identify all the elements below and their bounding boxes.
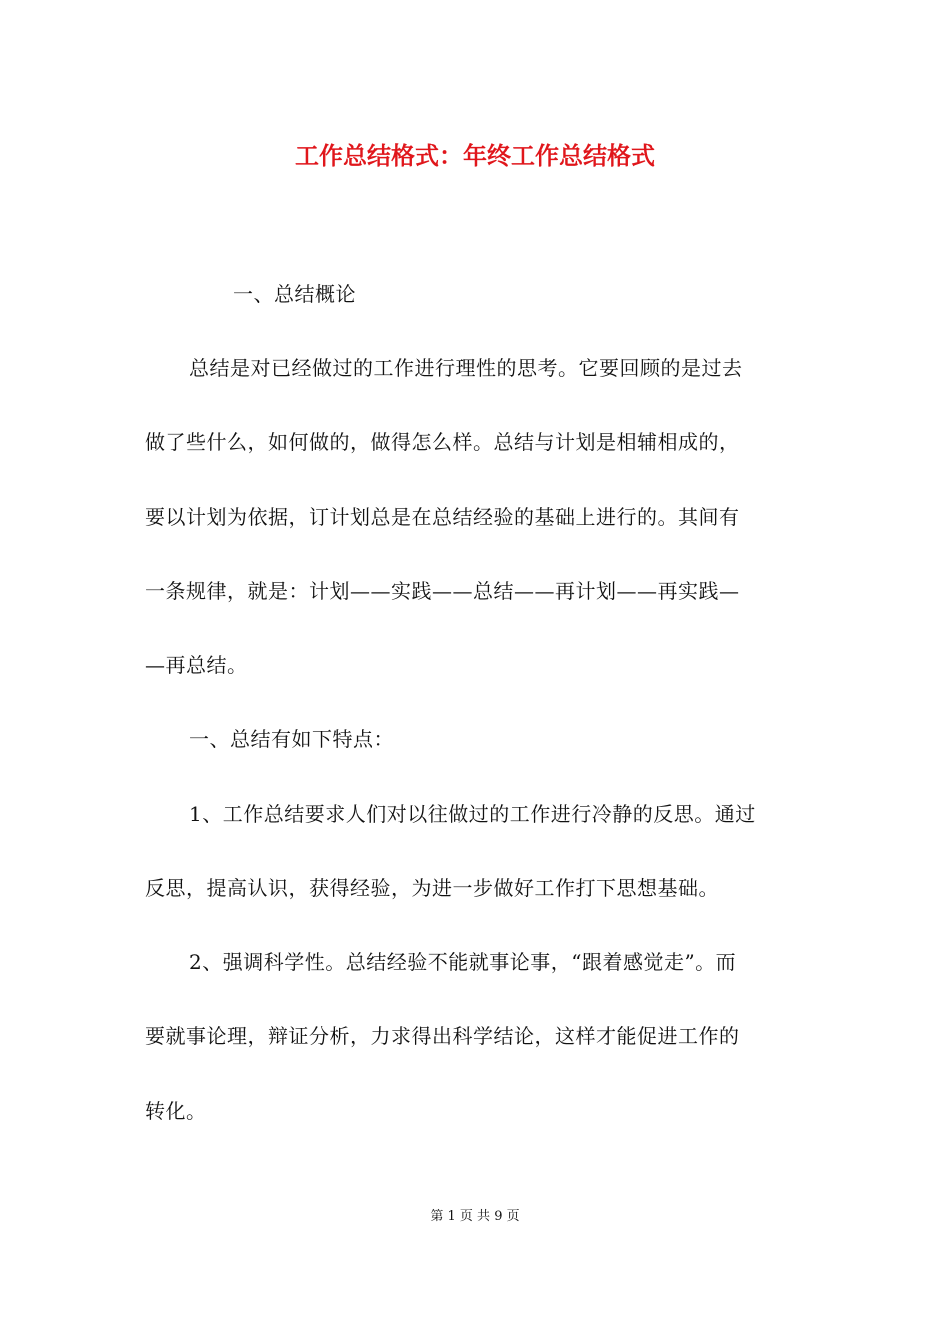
- paragraph-line: 转化。: [145, 1099, 207, 1123]
- paragraph-line: —再总结。: [145, 653, 248, 677]
- page-number-footer: 第 1 页 共 9 页: [430, 1209, 520, 1224]
- section-heading-features: 一、总结有如下特点：: [189, 727, 394, 751]
- paragraph-line: 总结是对已经做过的工作进行理性的思考。它要回顾的是过去: [189, 356, 743, 380]
- paragraph-line: 1、工作总结要求人们对以往做过的工作进行冷静的反思。通过: [189, 802, 756, 826]
- paragraph-line: 一条规律，就是：计划——实践——总结——再计划——再实践—: [145, 579, 740, 603]
- paragraph-line: 做了些什么，如何做的，做得怎么样。总结与计划是相辅相成的，: [145, 430, 740, 454]
- section-heading-overview: 一、总结概论: [233, 282, 356, 306]
- document-title: 工作总结格式：年终工作总结格式: [295, 141, 655, 170]
- paragraph-line: 要以计划为依据，订计划总是在总结经验的基础上进行的。其间有: [145, 505, 740, 529]
- paragraph-line: 反思，提高认识，获得经验，为进一步做好工作打下思想基础。: [145, 876, 719, 900]
- paragraph-line: 要就事论理，辩证分析，力求得出科学结论，这样才能促进工作的: [145, 1024, 740, 1048]
- paragraph-line: 2、强调科学性。总结经验不能就事论事，“跟着感觉走”。而: [189, 950, 737, 974]
